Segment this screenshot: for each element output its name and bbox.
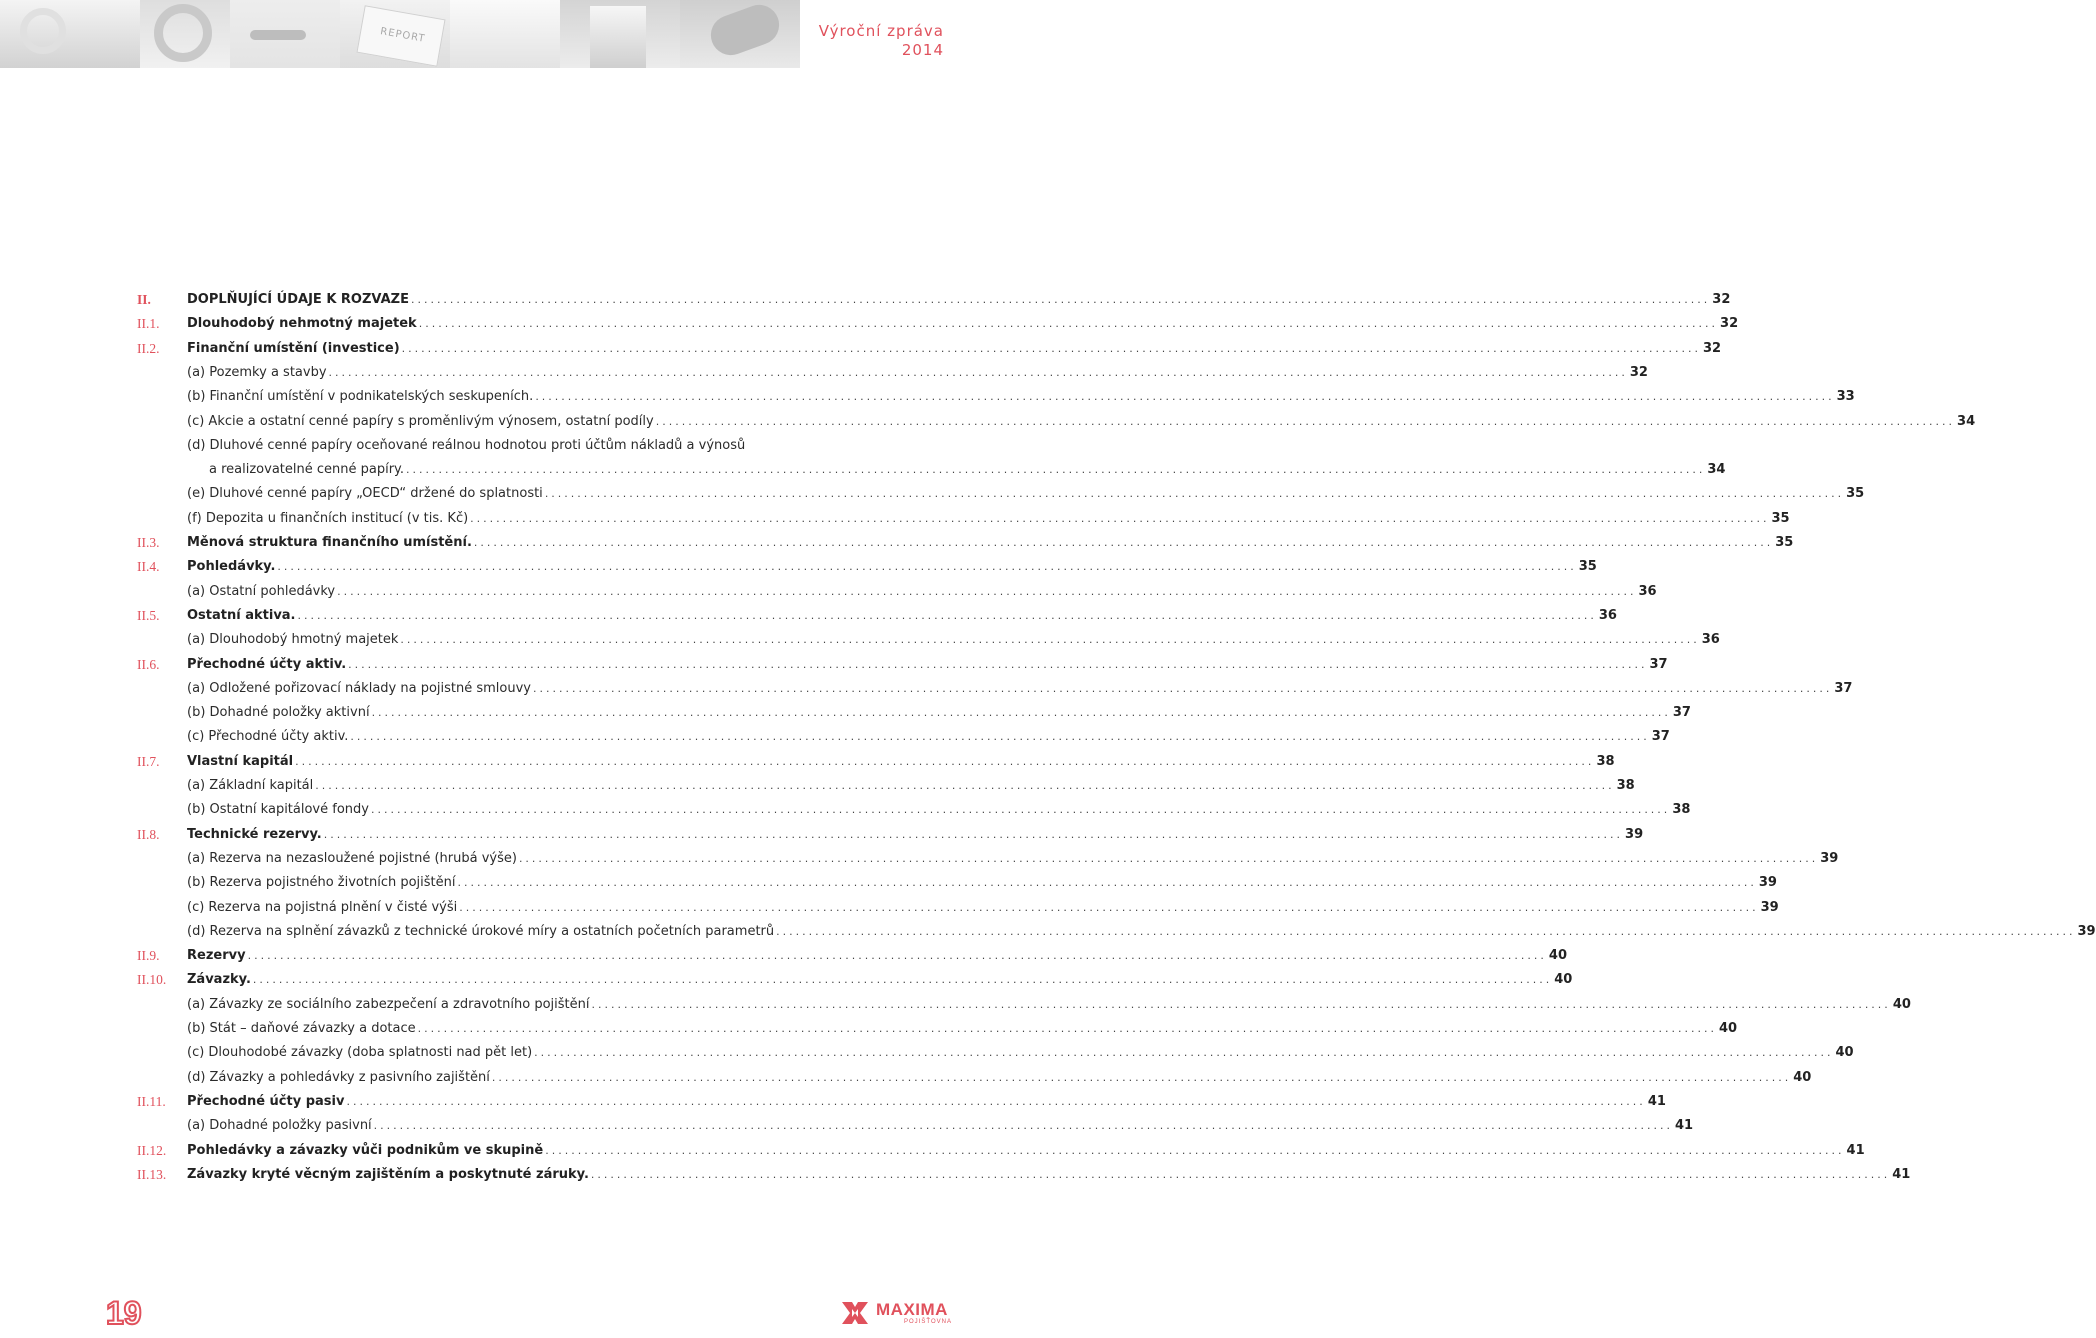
toc-title: (f) Depozita u finančních institucí (v tis. Kč) <box>187 510 469 526</box>
toc-leader-dots: ........................................................................................................................................................................................................ <box>591 997 1891 1011</box>
toc-page-number: 39 <box>1760 899 1779 915</box>
header-photo-1 <box>0 0 140 68</box>
logo-subtext: POJIŠŤOVNA <box>904 1319 953 1325</box>
toc-page-number: 37 <box>1649 656 1668 672</box>
toc-leader-dots: ........................................................................................................................................................................................................ <box>518 851 1819 865</box>
toc-leader-dots: ........................................................................................................................................................................................................ <box>533 681 1833 695</box>
toc-row[interactable] <box>137 484 1865 504</box>
toc-page-number: 35 <box>1771 510 1790 526</box>
toc-row[interactable] <box>137 995 1911 1015</box>
toc-leader-dots: ........................................................................................................................................................................................................ <box>491 1070 1792 1084</box>
toc-title: (b) Ostatní kapitálové fondy <box>187 802 369 818</box>
toc-page-number: 40 <box>1548 948 1567 964</box>
toc-title: (a) Ostatní pohledávky <box>187 583 336 599</box>
toc-title: (b) Stát – daňové závazky a dotace <box>187 1021 416 1036</box>
toc-page-number: 41 <box>1675 1118 1694 1134</box>
toc-row[interactable] <box>137 922 2096 942</box>
toc-row[interactable] <box>137 339 1722 359</box>
toc-row[interactable] <box>137 314 1739 334</box>
toc-row[interactable] <box>137 582 1657 602</box>
toc-title: (d) Dluhové cenné papíry oceňované reálnou hodnotou proti účtům nákladů a výnosů <box>187 437 746 453</box>
toc-title: Pohledávky a závazky vůči podnikům ve skupině <box>187 1142 544 1158</box>
toc-title: Závazky kryté věcným zajištěním a poskytnuté záruky. <box>187 1166 589 1182</box>
toc-number: II.13. <box>137 1166 167 1182</box>
toc-title: (a) Rezerva na nezasloužené pojistné (hrubá výše) <box>187 850 517 866</box>
toc-title: Měnová struktura finančního umístění. <box>187 535 472 550</box>
toc-title: (b) Rezerva pojistného životních pojištění <box>187 875 456 891</box>
toc-page-number: 37 <box>1672 705 1691 721</box>
toc-title: (c) Rezerva na pojistná plnění v čisté výši <box>187 899 458 915</box>
toc-page-number: 35 <box>1775 535 1794 550</box>
toc-title: (b) Dohadné položky aktivní <box>187 705 370 721</box>
toc-title: (a) Dohadné položky pasivní <box>187 1118 372 1134</box>
toc-row[interactable] <box>137 1165 1911 1185</box>
photo-report-text: REPORT <box>379 26 427 45</box>
toc-leader-dots: ........................................................................................................................................................................................................ <box>350 730 1650 744</box>
report-title-line1: Výroční zpráva <box>818 22 944 40</box>
toc-page-number: 41 <box>1846 1142 1865 1158</box>
toc-row[interactable] <box>137 557 1597 577</box>
header-photo-strip <box>0 0 800 68</box>
toc-row[interactable] <box>137 533 1794 553</box>
toc-title: (b) Finanční umístění v podnikatelských seskupeních. <box>187 389 534 405</box>
toc-page-number: 32 <box>1712 292 1731 307</box>
toc-page-number: 36 <box>1701 632 1720 648</box>
toc-leader-dots: ........................................................................................................................................................................................................ <box>337 584 1637 598</box>
toc-row[interactable] <box>137 1019 1738 1039</box>
toc-row[interactable] <box>137 1068 1812 1088</box>
toc-row[interactable] <box>137 898 1779 918</box>
toc-page-number: 32 <box>1702 340 1722 356</box>
toc-number: II. <box>137 292 151 307</box>
toc-leader-dots: ........................................................................................................................................................................................................ <box>406 463 1706 477</box>
toc-title: Rezervy <box>187 948 246 964</box>
toc-title: (c) Přechodné účty aktiv. <box>187 729 349 745</box>
toc-number: II.10. <box>137 972 167 988</box>
toc-leader-dots: ........................................................................................................................................................................................................ <box>373 1119 1673 1133</box>
toc-leader-dots: ........................................................................................................................................................................................................ <box>545 1143 1845 1157</box>
toc-title: DOPLŇUJÍCÍ ÚDAJE K ROZVAZE <box>187 292 409 307</box>
toc-title: (e) Dluhové cenné papíry „OECD“ držené do splatnosti <box>187 486 543 502</box>
toc-row[interactable] <box>137 800 1691 820</box>
toc-row[interactable] <box>137 849 1839 869</box>
toc-row[interactable] <box>137 1043 1854 1063</box>
toc-title: Přechodné účty pasiv <box>187 1093 345 1109</box>
toc-title: a realizovatelné cenné papíry. <box>209 462 405 478</box>
toc-leader-dots: ........................................................................................................................................................................................................ <box>348 657 1648 671</box>
toc-row[interactable] <box>137 946 1567 966</box>
toc-leader-dots: ........................................................................................................................................................................................................ <box>655 414 1956 428</box>
page-number: 19 <box>106 1295 142 1331</box>
toc-title: (a) Odložené pořizovací náklady na pojistné smlouvy <box>187 680 531 696</box>
toc-leader-dots: ........................................................................................................................................................................................................ <box>252 973 1553 987</box>
toc-page-number: 41 <box>1647 1093 1666 1109</box>
toc-page-number: 41 <box>1892 1166 1911 1182</box>
toc-page-number: 39 <box>1820 850 1839 866</box>
toc-leader-dots: ........................................................................................................................................................................................................ <box>535 390 1835 404</box>
toc-leader-dots: ........................................................................................................................................................................................................ <box>470 511 1770 525</box>
toc-leader-dots: ........................................................................................................................................................................................................ <box>277 560 1577 574</box>
toc-number: II.7. <box>137 753 160 769</box>
toc-row[interactable] <box>137 703 1691 723</box>
toc-title: (d) Rezerva na splnění závazků z technické úrokové míry a ostatních početních parametrů <box>187 923 775 939</box>
toc-number: II.12. <box>137 1142 167 1158</box>
toc-title: Vlastní kapitál <box>187 753 294 769</box>
toc-row[interactable] <box>137 436 813 456</box>
toc-row[interactable] <box>137 412 1976 432</box>
toc-number: II.3. <box>137 535 160 550</box>
maxima-logo-icon <box>840 1300 870 1326</box>
toc-title: Dlouhodobý nehmotný majetek <box>187 316 417 332</box>
toc-page-number: 38 <box>1616 778 1635 793</box>
header-photo-5 <box>450 0 560 68</box>
toc-page-number: 39 <box>1625 826 1644 842</box>
report-title-year: 2014 <box>901 41 944 59</box>
toc-leader-dots: ........................................................................................................................................................................................................ <box>534 1046 1834 1060</box>
header-photo-report <box>340 0 450 68</box>
toc-title: (a) Základní kapitál <box>187 778 314 793</box>
toc-row[interactable] <box>137 1092 1666 1112</box>
toc-title: Technické rezervy. <box>187 826 322 842</box>
toc-leader-dots: ........................................................................................................................................................................................................ <box>247 949 1547 963</box>
header-photo-arm <box>680 0 800 68</box>
toc-page-number: 39 <box>1758 875 1777 891</box>
toc-row[interactable] <box>137 825 1644 845</box>
toc-page-number: 39 <box>2077 923 2096 939</box>
toc-leader-dots: ........................................................................................................................................................................................................ <box>315 779 1615 792</box>
toc-leader-dots: ........................................................................................................................................................................................................ <box>346 1094 1646 1108</box>
toc-leader-dots: ........................................................................................................................................................................................................ <box>328 365 1628 379</box>
toc-number: II.2. <box>137 340 160 356</box>
toc-row[interactable] <box>137 873 1777 893</box>
toc-leader-dots: ........................................................................................................................................................................................................ <box>410 293 1711 306</box>
toc-title: Finanční umístění (investice) <box>187 340 400 356</box>
toc-leader-dots: ........................................................................................................................................................................................................ <box>400 633 1700 647</box>
toc-page-number: 34 <box>1957 413 1976 429</box>
toc-title: (d) Závazky a pohledávky z pasivního zajištění <box>187 1069 490 1085</box>
toc-leader-dots: ........................................................................................................................................................................................................ <box>473 536 1774 549</box>
toc-title: (a) Pozemky a stavby <box>187 364 327 380</box>
toc-title: (a) Dlouhodobý hmotný majetek <box>187 632 399 648</box>
toc-leader-dots: ........................................................................................................................................................................................................ <box>457 876 1757 890</box>
toc-leader-dots: ........................................................................................................................................................................................................ <box>459 900 1759 914</box>
toc-page-number: 36 <box>1638 583 1657 599</box>
toc-leader-dots: ........................................................................................................................................................................................................ <box>297 608 1597 622</box>
toc-number: II.6. <box>137 656 160 672</box>
toc-number: II.9. <box>137 948 160 964</box>
toc-leader-dots: ........................................................................................................................................................................................................ <box>418 317 1719 331</box>
toc-leader-dots: ........................................................................................................................................................................................................ <box>401 341 1701 355</box>
toc-title: Pohledávky. <box>187 559 276 575</box>
toc-leader-dots: ........................................................................................................................................................................................................ <box>417 1022 1717 1035</box>
toc-number: II.11. <box>137 1093 166 1109</box>
toc-page-number: 38 <box>1596 753 1615 769</box>
maxima-logo <box>840 1300 953 1330</box>
toc-row[interactable] <box>137 1141 1865 1161</box>
toc-row[interactable] <box>137 606 1617 626</box>
toc-leader-dots: ........................................................................................................................................................................................................ <box>295 754 1595 768</box>
toc-leader-dots: ........................................................................................................................................................................................................ <box>323 827 1624 841</box>
toc-page-number: 35 <box>1846 486 1865 502</box>
toc-title: (a) Závazky ze sociálního zabezpečení a zdravotního pojištění <box>187 996 590 1012</box>
toc-page-number: 32 <box>1720 316 1739 332</box>
toc-row[interactable] <box>137 509 1790 529</box>
toc-page-number: 40 <box>1554 972 1573 988</box>
toc-row[interactable] <box>137 727 1670 747</box>
toc-row[interactable] <box>137 776 1635 796</box>
toc-leader-dots: ........................................................................................................................................................................................................ <box>370 803 1671 817</box>
toc-page-number: 37 <box>1651 729 1670 745</box>
toc-number: II.5. <box>137 607 160 623</box>
toc-page-number: 40 <box>1835 1045 1854 1061</box>
toc-page-number: 36 <box>1598 607 1617 623</box>
toc-row[interactable] <box>137 679 1853 699</box>
toc-page-number: 40 <box>1892 996 1911 1012</box>
toc-page-number: 37 <box>1834 680 1853 696</box>
toc-page-number: 38 <box>1672 802 1691 818</box>
toc-page-number: 40 <box>1718 1021 1738 1036</box>
header-photo-hallway <box>560 0 680 68</box>
header-photo-lifebuoy <box>140 0 230 68</box>
toc-title: (c) Dlouhodobé závazky (doba splatnosti nad pět let) <box>187 1045 533 1061</box>
toc-title: Přechodné účty aktiv. <box>187 656 347 672</box>
toc-title: Závazky. <box>187 972 251 988</box>
toc-row[interactable] <box>137 387 1855 407</box>
toc-row[interactable] <box>137 752 1615 772</box>
toc-row[interactable] <box>137 363 1648 383</box>
toc-leader-dots: ........................................................................................................................................................................................................ <box>371 706 1671 720</box>
toc-title: (c) Akcie a ostatní cenné papíry s proměnlivým výnosem, ostatní podíly <box>187 413 654 429</box>
toc-leader-dots: ........................................................................................................................................................................................................ <box>544 487 1845 501</box>
toc-row[interactable] <box>137 290 1731 310</box>
toc-page-number: 34 <box>1707 462 1726 478</box>
toc-title: Ostatní aktiva. <box>187 607 296 623</box>
toc-row[interactable] <box>137 460 1726 480</box>
toc-row[interactable] <box>137 1116 1694 1136</box>
toc-row[interactable] <box>137 655 1668 675</box>
report-title <box>819 22 944 60</box>
toc-page-number: 35 <box>1578 559 1597 575</box>
toc-page-number: 33 <box>1836 389 1855 405</box>
toc-number: II.8. <box>137 826 160 842</box>
logo-text: MAXIMA <box>876 1300 948 1319</box>
toc-row[interactable] <box>137 630 1720 650</box>
toc-page-number: 40 <box>1793 1069 1812 1085</box>
header-photo-helicopter <box>230 0 340 68</box>
toc-row[interactable] <box>137 970 1573 990</box>
toc-page-number: 32 <box>1629 364 1648 380</box>
toc-leader-dots: ........................................................................................................................................................................................................ <box>776 924 2076 938</box>
toc-number: II.4. <box>137 559 160 575</box>
toc-number: II.1. <box>137 316 160 332</box>
toc-leader-dots: ........................................................................................................................................................................................................ <box>590 1167 1891 1181</box>
